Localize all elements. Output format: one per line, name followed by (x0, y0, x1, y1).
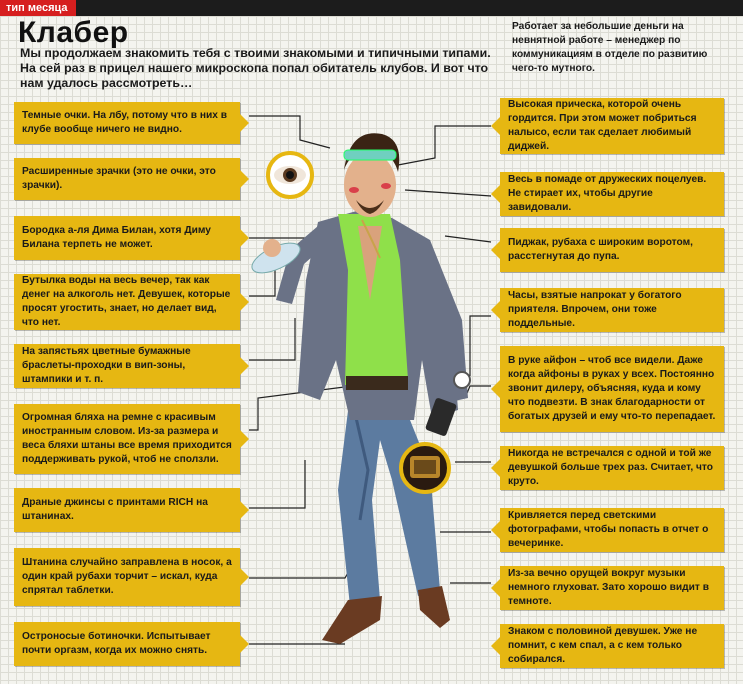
page-title: Клабер (18, 16, 129, 49)
note-text: Расширенные зрачки (это не очки, это зрачки). (22, 166, 216, 191)
note-iphone (500, 346, 724, 432)
note-photographers (500, 508, 724, 552)
note-text: Бородка а-ля Дима Билан, хотя Диму Билана терпеть не может. (22, 225, 211, 250)
note-text: Знаком с половиной девушек. Уже не помнит, с кем спал, а с кем только собирался. (508, 626, 698, 665)
note-text: Темные очки. На лбу, потому что в них в клубе вообще ничего не видно. (22, 110, 228, 135)
note-sunglasses (14, 102, 240, 144)
note-hearing (500, 566, 724, 610)
note-text: Драные джинсы с принтами RICH на штанинах. (22, 497, 208, 522)
note-jacket-shirt (500, 228, 724, 272)
note-text: В руке айфон – чтоб все видели. Даже когда айфоны в руках у всех. Постоянно звонит дилеру, объясняя, куда и кому что подвезти. В знак благодарности от богатых друзей и ему что-то перепадает. (508, 355, 716, 422)
note-wristbands (14, 344, 240, 388)
note-text: Пиджак, рубаха с широким воротом, расстегнутая до пупа. (508, 237, 693, 262)
note-beard (14, 216, 240, 260)
note-text: Никогда не встречался с одной и той же девушкой больше трех раз. Считает, что круто. (508, 448, 714, 487)
note-belt-buckle (14, 404, 240, 474)
note-text: Из-за вечно орущей вокруг музыки немного глуховат. Зато хорошо видит в темноте. (508, 568, 709, 607)
note-shoes (14, 622, 240, 666)
note-text: Остроносые ботиночки. Испытывает почти оргазм, когда их можно снять. (22, 631, 211, 656)
note-text: Штанина случайно заправлена в носок, а один край рубахи торчит – искал, куда спрятал таблетки. (22, 557, 232, 596)
note-text: На запястьях цветные бумажные браслеты-проходки в вип-зоны, штампики и т. п. (22, 346, 191, 385)
note-dating (500, 446, 724, 490)
note-pupils (14, 158, 240, 200)
note-text: Весь в помаде от дружеских поцелуев. Не стирает их, чтобы другие завидовали. (508, 174, 707, 213)
note-water-bottle (14, 274, 240, 330)
note-text: Часы, взятые напрокат у богатого приятеля. Впрочем, они тоже поддельные. (508, 290, 682, 329)
note-text: Кривляется перед светскими фотографами, чтобы попасть в отчет о вечеринке. (508, 510, 709, 549)
right-intro-text: Работает за небольшие деньги на невнятной работе – менеджер по коммуникациям в отделе по развитию чего-то мутного. (512, 21, 708, 74)
section-tag-label: тип месяца (6, 2, 68, 14)
note-girls (500, 624, 724, 668)
note-text: Бутылка воды на весь вечер, так как денег на алкоголь нет. Девушек, которые просят угостить, знает, но делает вид, что нет. (22, 275, 231, 328)
note-text: Высокая прическа, которой очень гордится. При этом может побриться налысо, если так сделает любимый диджей. (508, 99, 697, 152)
note-hairstyle (500, 98, 724, 154)
note-text: Огромная бляха на ремне с красивым иностранным словом. Из-за размера и веса бляхи штаны все время приходится поддерживать рукой, чтоб не сползли. (22, 412, 232, 465)
note-sock (14, 548, 240, 606)
note-jeans (14, 488, 240, 532)
note-lipstick (500, 172, 724, 216)
intro-text: Мы продолжаем знакомить тебя с твоими знакомыми и типичными типами. На сей раз в прицел нашего микроскопа попал обитатель клубов. И вот что нам удалось рассмотреть… (20, 46, 491, 90)
note-watch (500, 288, 724, 332)
